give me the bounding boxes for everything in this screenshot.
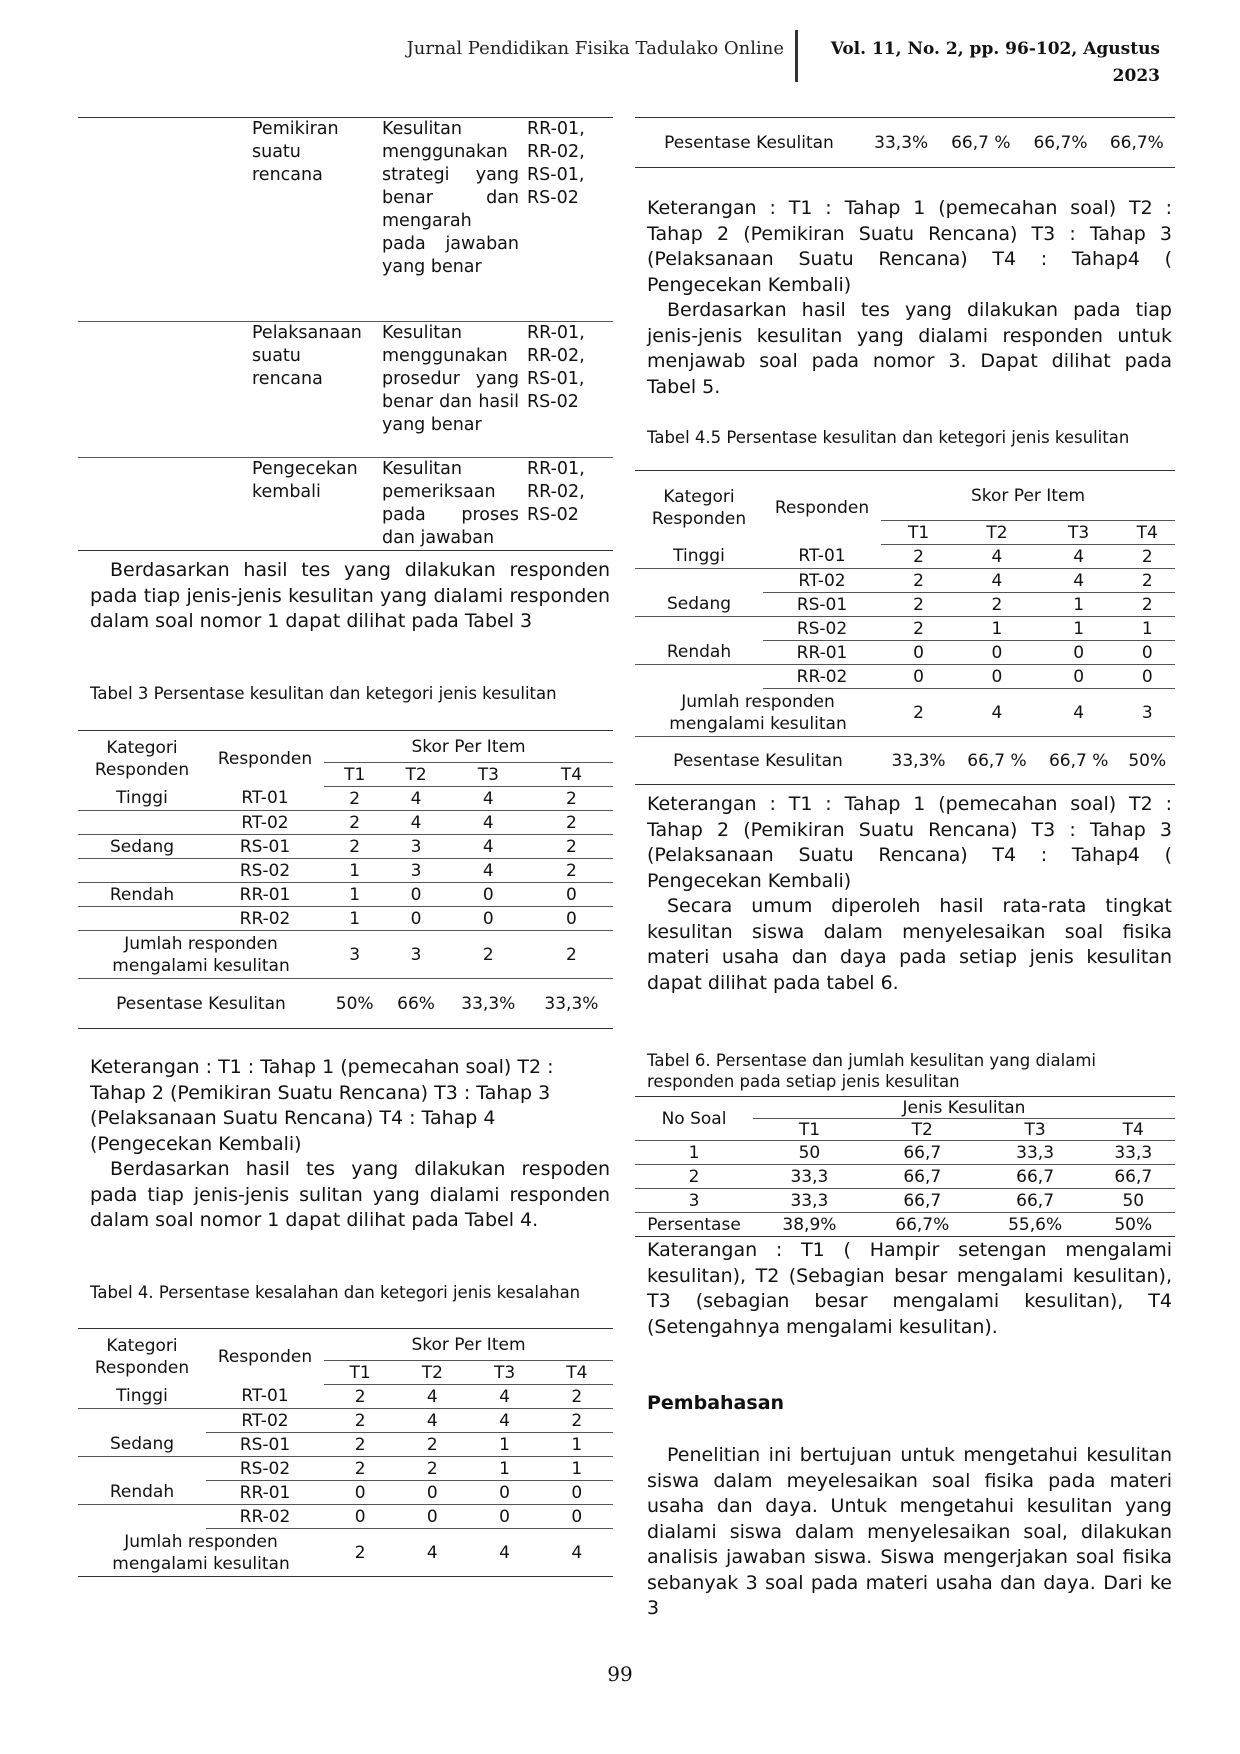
cell: RR-02 [206,907,324,931]
table-row [635,118,1175,168]
cell: 1 [541,1457,613,1481]
table-note: Keterangan : T1 : Tahap 1 (pemecahan soal) T2 : Tahap 2 (Pemikiran Suatu Rencana) T3 : Tahap 3 (Pelaksanaan Suatu Rencana) T4 : Tahap4 ( Pengecekan Kembali) [647,197,1172,296]
header-t4: T4 [541,1361,613,1385]
difficulty-cell: Kesulitan pemeriksaan pada proses dan jawaban [382,458,519,548]
table-row [78,1529,613,1577]
cell [635,617,763,641]
header-t3: T3 [1038,521,1120,545]
paragraph: Penelitian ini bertujuan untuk mengetahui kesulitan siswa dalam meyelesaikan soal fisika pada materi usaha dan daya. Untuk mengetahui kesulitan yang dialami siswa dalam menyelesaikan soal, dilakukan analisis jawaban siswa. Siswa mengerjakan soal fisika sebanyak 3 soal pada materi usaha dan daya. Dari ke 3 [647,1444,1172,1619]
cell [635,569,763,593]
table-row [78,883,613,907]
cell: 0 [396,1505,468,1529]
cell: 66,7 [979,1189,1092,1213]
cell: 0 [324,1481,396,1505]
cell: 33,3 [753,1189,866,1213]
header-skor: Skor Per Item [881,471,1175,521]
cell: 2 [956,593,1038,617]
cell: 4 [447,859,530,883]
cell [78,1409,206,1433]
continued-table [78,117,613,551]
cell: 2 [541,1385,613,1409]
paragraph: Secara umum diperoleh hasil rata-rata tingkat kesulitan siswa dalam menyelesaikan soal fisika materi usaha dan daya pada setiap jenis kesulitan dapat dilihat pada tabel 6. [647,895,1172,994]
cell: RT-01 [206,1385,324,1409]
cell [78,811,206,835]
cell: 50 [753,1141,866,1165]
cell: 66,7 % [956,737,1038,785]
cell: Rendah [78,1481,206,1505]
cell: 0 [1120,641,1176,665]
cell: 2 [324,835,385,859]
cell: 2 [530,787,613,811]
table-row [78,787,613,811]
cell: 4 [447,787,530,811]
cell: Jumlah responden mengalami kesulitan [635,689,881,737]
cell: 33,3 [753,1165,866,1189]
cell: 2 [881,545,956,569]
cell: 1 [956,617,1038,641]
cell: Persentase [635,1213,753,1237]
cell: 2 [396,1433,468,1457]
table-caption: Tabel 4. Persentase kesalahan dan ketegori jenis kesalahan [90,1283,581,1302]
cell: RS-02 [206,859,324,883]
cell: Tinggi [78,1385,206,1409]
table-row [78,859,613,883]
cell [78,1457,206,1481]
table-row [635,617,1175,641]
cell: Sedang [635,593,763,617]
table-caption: Tabel 4.5 Persentase kesulitan dan ketegori jenis kesulitan [647,428,1130,447]
table-note: Keterangan : T1 : Tahap 1 (pemecahan soal) T2 : Tahap 2 (Pemikiran Suatu Rencana) T3 : Tahap 3 (Pelaksanaan Suatu Rencana) T4 : Tahap 4 (Pengecekan Kembali) [90,1056,554,1155]
section-title: Pembahasan [647,1392,785,1414]
table-caption: Tabel 6. Persentase dan jumlah kesulitan yang dialami responden pada setiap jenis kesulitan [647,1051,1096,1091]
table-row [78,1385,613,1409]
header-t1: T1 [324,763,385,787]
cell: 1 [1120,617,1176,641]
cell: 33,3 [979,1141,1092,1165]
header-t2: T2 [396,1361,468,1385]
cell: Rendah [78,883,206,907]
cell: Sedang [78,1433,206,1457]
table-note: Keterangan : T1 : Tahap 1 (pemecahan soal) T2 : Tahap 2 (Pemikiran Suatu Rencana) T3 : Tahap 3 (Pelaksanaan Suatu Rencana) T4 : Tahap4 ( Pengecekan Kembali) [647,793,1172,892]
cell [635,665,763,689]
cell: 0 [956,641,1038,665]
table-row [635,1189,1175,1213]
cell: 55,6% [979,1213,1092,1237]
cell: 1 [324,883,385,907]
cell: 0 [530,907,613,931]
cell: 0 [1120,665,1176,689]
difficulty-cell: Kesulitan menggunakan strategi yang benar dan mengarah pada jawaban yang benar [382,119,519,277]
table-row [78,1409,613,1433]
cell: 3 [385,859,446,883]
cell: 2 [541,1409,613,1433]
cell: RS-02 [763,617,881,641]
table-row [78,979,613,1029]
cell: Jumlah responden mengalami kesulitan [78,931,324,979]
respondents-cell: RR-01, RR-02, RS-02 [527,458,585,525]
cell: 4 [1038,569,1120,593]
cell: RR-01 [206,1481,324,1505]
cell: 4 [468,1409,540,1433]
cell: 1 [468,1457,540,1481]
table-row [635,737,1175,785]
header-no-soal: No Soal [661,1108,727,1129]
header-t4: T4 [1120,521,1176,545]
cell: 2 [530,931,613,979]
cell: 2 [1120,593,1176,617]
table-row [78,907,613,931]
cell: 66,7% [866,1213,979,1237]
cell: Pesentase Kesulitan [635,737,881,785]
cell: 50 [1092,1189,1175,1213]
table-row [635,1213,1175,1237]
page-header [0,30,1240,90]
cell: 2 [530,835,613,859]
cell: 2 [1120,569,1176,593]
cell: RR-01 [206,883,324,907]
header-t1: T1 [324,1361,396,1385]
cell: 0 [956,665,1038,689]
cell: Pesentase Kesulitan [78,979,324,1029]
cell: 66,7% [1099,118,1175,168]
cell [78,907,206,931]
cell: 2 [530,811,613,835]
table-5 [635,470,1175,785]
cell: 4 [385,787,446,811]
cell: 1 [324,907,385,931]
table-row [78,835,613,859]
cell: 0 [881,665,956,689]
cell: 2 [324,1433,396,1457]
cell: Tinggi [635,545,763,569]
header-skor: Skor Per Item [324,731,613,763]
cell: Jumlah responden mengalami kesulitan [78,1529,324,1577]
cell: 2 [447,931,530,979]
cell: 66% [385,979,446,1029]
stage-cell: Pengecekan kembali [252,458,358,502]
cell: 4 [956,689,1038,737]
header-jenis: Jenis Kesulitan [753,1097,1175,1119]
header-divider [795,30,798,82]
header-t2: T2 [956,521,1038,545]
cell [78,1505,206,1529]
table-row [78,931,613,979]
cell: 4 [396,1409,468,1433]
cell: 2 [530,859,613,883]
cell: 2 [324,1529,396,1577]
table-row [635,641,1175,665]
table-caption: Tabel 3 Persentase kesulitan dan ketegori jenis kesulitan [90,684,557,703]
cell: 1 [635,1141,753,1165]
difficulty-cell: Kesulitan menggunakan prosedur yang benar dan hasil yang benar [382,322,519,435]
table-row [635,1141,1175,1165]
table-row [78,1505,613,1529]
cell: 0 [324,1505,396,1529]
table-4 [78,1328,613,1577]
cell: 0 [1038,665,1120,689]
volume-line: Vol. 11, No. 2, pp. 96-102, Agustus [830,39,1160,59]
cell: RR-01 [763,641,881,665]
header-t2: T2 [866,1119,979,1141]
header-t3: T3 [979,1119,1092,1141]
cell: 3 [324,931,385,979]
table-row [78,1481,613,1505]
header-responden: Responden [774,497,870,518]
cell: Rendah [635,641,763,665]
cell: 4 [1038,689,1120,737]
cell: 50% [324,979,385,1029]
header-t3: T3 [468,1361,540,1385]
header-kategori: Kategori Responden [94,737,190,780]
cell: 33,3% [447,979,530,1029]
cell: 66,7 [866,1189,979,1213]
cell: 3 [1120,689,1176,737]
table-4-continued [635,117,1175,168]
cell: 3 [635,1189,753,1213]
header-t1: T1 [881,521,956,545]
cell: 0 [1038,641,1120,665]
cell: 1 [324,859,385,883]
cell: 1 [468,1433,540,1457]
cell: 2 [635,1165,753,1189]
table-row [78,321,613,457]
cell: 4 [447,835,530,859]
header-t3: T3 [447,763,530,787]
header-skor: Skor Per Item [324,1329,613,1361]
cell: 66,7 [979,1165,1092,1189]
cell: Sedang [78,835,206,859]
cell: 2 [324,1385,396,1409]
cell: 2 [1120,545,1176,569]
cell: 1 [541,1433,613,1457]
cell: 0 [468,1481,540,1505]
paragraph: Berdasarkan hasil tes yang dilakukan pada tiap jenis-jenis kesulitan yang dialami responden untuk menjawab soal pada nomor 3. Dapat dilihat pada Tabel 5. [647,299,1172,398]
cell: RS-02 [206,1457,324,1481]
cell: RS-01 [206,1433,324,1457]
cell: RR-02 [763,665,881,689]
respondents-cell: RR-01, RR-02, RS-01, RS-02 [527,119,585,208]
table-row [635,569,1175,593]
cell: 33,3 [1092,1141,1175,1165]
cell: 0 [881,641,956,665]
paragraph: Berdasarkan hasil tes yang dilakukan respoden pada tiap jenis-jenis sulitan yang dialami responden dalam soal nomor 1 dapat dilihat pada Tabel 4. [90,1158,610,1231]
cell: 38,9% [753,1213,866,1237]
table-3 [78,730,613,1029]
cell: 1 [1038,617,1120,641]
table-row [635,689,1175,737]
cell: 0 [541,1481,613,1505]
stage-cell: Pemikiran suatu rencana [252,119,339,185]
cell: 4 [396,1529,468,1577]
cell: 4 [396,1385,468,1409]
cell: 50% [1092,1213,1175,1237]
cell: 2 [881,569,956,593]
table-row [78,1457,613,1481]
cell: 33,3% [530,979,613,1029]
cell: 4 [385,811,446,835]
cell: 66,7 % [939,118,1022,168]
respondents-cell: RR-01, RR-02, RS-01, RS-02 [527,322,585,412]
table-row [78,118,613,321]
cell: 0 [447,907,530,931]
table-note: Katerangan : T1 ( Hampir setengan mengalami kesulitan), T2 (Sebagian besar mengalami kesulitan), T3 (sebagian besar mengalami kesulitan), T4 (Setengahnya mengalami kesulitan). [647,1239,1172,1338]
stage-cell: Pelaksanaan suatu rencana [252,322,362,389]
header-t2: T2 [385,763,446,787]
table-row [635,665,1175,689]
table-row [78,811,613,835]
journal-name: Jurnal Pendidikan Fisika Tadulako Online [406,38,784,59]
cell: 3 [385,835,446,859]
header-t4: T4 [1092,1119,1175,1141]
cell: 4 [1038,545,1120,569]
cell: 50% [1120,737,1176,785]
table-row [635,593,1175,617]
cell: 2 [881,689,956,737]
table-row [635,545,1175,569]
cell: RT-02 [763,569,881,593]
header-kategori: Kategori Responden [651,486,747,529]
volume-year: 2023 [1112,66,1160,86]
cell: 2 [396,1457,468,1481]
cell: 4 [541,1529,613,1577]
table-row [635,1165,1175,1189]
header-responden: Responden [217,1346,313,1367]
cell: 33,3% [863,118,939,168]
cell: 4 [956,545,1038,569]
cell: 0 [385,907,446,931]
cell: 2 [324,1457,396,1481]
cell: RT-02 [206,1409,324,1433]
cell: 4 [468,1529,540,1577]
cell: RS-01 [206,835,324,859]
cell [78,859,206,883]
paragraph: Berdasarkan hasil tes yang dilakukan responden pada tiap jenis-jenis kesulitan yang dialami responden dalam soal nomor 1 dapat dilihat pada Tabel 3 [90,559,610,632]
cell: 4 [956,569,1038,593]
cell: 0 [396,1481,468,1505]
volume-info [810,36,1160,90]
cell: RT-02 [206,811,324,835]
cell: 66,7% [1022,118,1098,168]
cell: 66,7 % [1038,737,1120,785]
cell: 2 [324,811,385,835]
cell: 2 [324,1409,396,1433]
table-row [78,457,613,550]
cell: 1 [1038,593,1120,617]
cell: 33,3% [881,737,956,785]
header-t1: T1 [753,1119,866,1141]
cell: 2 [881,593,956,617]
cell: 0 [385,883,446,907]
cell: 4 [447,811,530,835]
cell: Tinggi [78,787,206,811]
header-kategori: Kategori Responden [94,1335,190,1378]
cell: Pesentase Kesulitan [635,118,863,168]
cell: 0 [530,883,613,907]
cell: RS-01 [763,593,881,617]
header-responden: Responden [217,748,313,769]
cell: 2 [324,787,385,811]
cell: 66,7 [1092,1165,1175,1189]
cell: 2 [881,617,956,641]
cell: 66,7 [866,1141,979,1165]
cell: RT-01 [206,787,324,811]
cell: 0 [447,883,530,907]
cell: 0 [541,1505,613,1529]
cell: 3 [385,931,446,979]
cell: 4 [468,1385,540,1409]
header-t4: T4 [530,763,613,787]
table-6 [635,1096,1175,1237]
cell: RR-02 [206,1505,324,1529]
table-row [78,1433,613,1457]
cell: 0 [468,1505,540,1529]
cell: RT-01 [763,545,881,569]
page-number: 99 [607,1662,633,1686]
cell: 66,7 [866,1165,979,1189]
